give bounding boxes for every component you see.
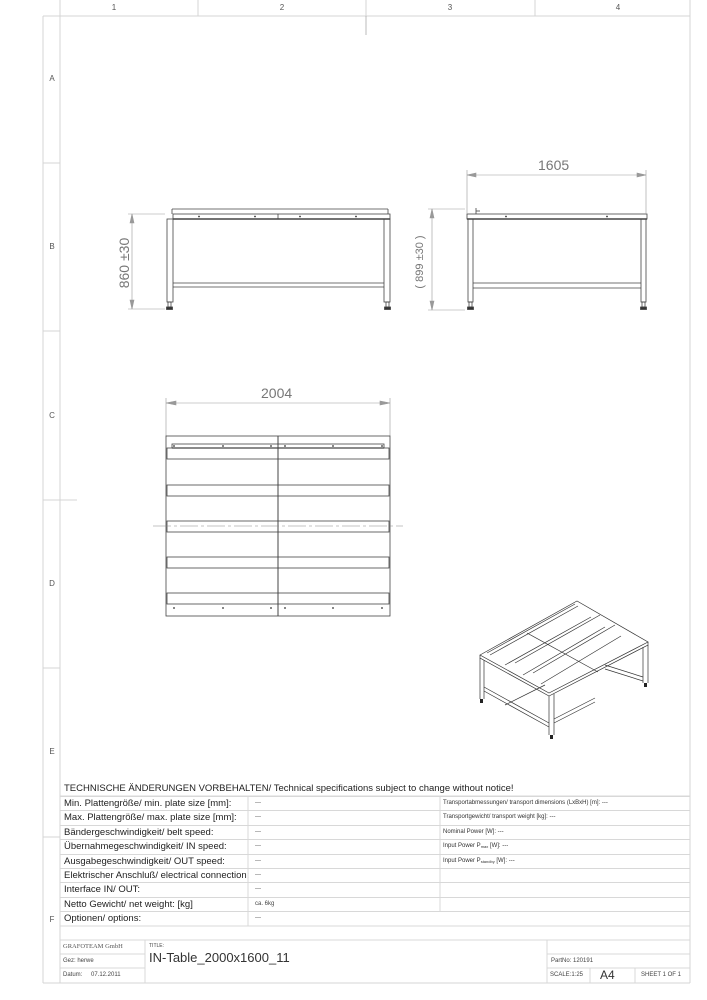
technical-notice: TECHNISCHE ÄNDERUNGEN VORBEHALTEN/ Technical specifications subject to change without notice! — [64, 783, 514, 794]
zone-row-b: B — [49, 242, 55, 251]
spec-value: --- — [255, 800, 261, 806]
paper-size: A4 — [600, 968, 615, 982]
spec-label: Min. Plattengröße/ min. plate size [mm]: — [64, 798, 232, 809]
drawn-by: Gez: herwe — [63, 958, 94, 964]
spec-right-field: Nominal Power [W]: --- — [443, 828, 504, 835]
spec-label: Optionen/ options: — [64, 913, 142, 925]
date-value: 07.12.2011 — [91, 972, 121, 978]
spec-right-field: Input Power $P_{standby}$ [W]: --- — [443, 857, 515, 864]
spec-right-field: Transportgewicht/ transport weight [kg]: --- — [443, 814, 556, 821]
title-label: TITLE: — [149, 943, 165, 949]
spec-value: --- — [255, 828, 261, 835]
zone-row-d: D — [49, 579, 55, 588]
spec-value: --- — [255, 915, 261, 922]
spec-value: --- — [255, 814, 261, 821]
side-height-dimension: ( 899 ±30 ) — [414, 235, 426, 289]
drawing-title: IN-Table_2000x1600_11 — [149, 950, 290, 965]
date-label: Datum: — [63, 972, 83, 978]
spec-label: Übernahmegeschwindigkeit/ IN speed: — [64, 841, 227, 853]
scale: SCALE:1:25 — [550, 972, 584, 978]
spec-label: Netto Gewicht/ net weight: [kg] — [64, 898, 193, 910]
spec-right-field: Input Power $P_{max}$ [W]: --- — [443, 843, 509, 850]
spec-label: Elektrischer Anschluß/ electrical connection: — [64, 870, 250, 881]
spec-value: --- — [255, 857, 261, 864]
part-number: PartNo: 120191 — [551, 958, 594, 964]
top-width-dimension: 2004 — [261, 385, 293, 401]
spec-value: --- — [255, 872, 261, 878]
zone-column-3: 3 — [447, 3, 453, 12]
spec-value: ca. 6kg — [255, 900, 275, 907]
spec-label: Ausgabegeschwindigkeit/ OUT speed: — [64, 855, 225, 867]
zone-column-2: 2 — [279, 3, 285, 12]
zone-row-e: E — [49, 747, 55, 756]
zone-row-c: C — [49, 411, 55, 420]
zone-row-f: F — [49, 915, 55, 924]
spec-label: Interface IN/ OUT: — [64, 884, 141, 896]
spec-label: Max. Plattengröße/ max. plate size [mm]: — [64, 812, 237, 824]
sheet-number: SHEET 1 OF 1 — [641, 972, 681, 978]
spec-right-field: Transportabmessungen/ transport dimensions (LxBxH) [m]: --- — [443, 800, 608, 806]
side-width-dimension: 1605 — [538, 157, 570, 173]
company-name: GRAFOTEAM GmbH — [63, 943, 123, 950]
zone-column-1: 1 — [111, 3, 117, 12]
spec-value: --- — [255, 843, 261, 850]
zone-column-4: 4 — [615, 3, 621, 12]
spec-label: Bändergeschwindigkeit/ belt speed: — [64, 826, 214, 838]
zone-row-a: A — [49, 74, 55, 83]
spec-value: --- — [255, 886, 261, 893]
front-height-dimension: 860 ±30 — [116, 237, 132, 289]
